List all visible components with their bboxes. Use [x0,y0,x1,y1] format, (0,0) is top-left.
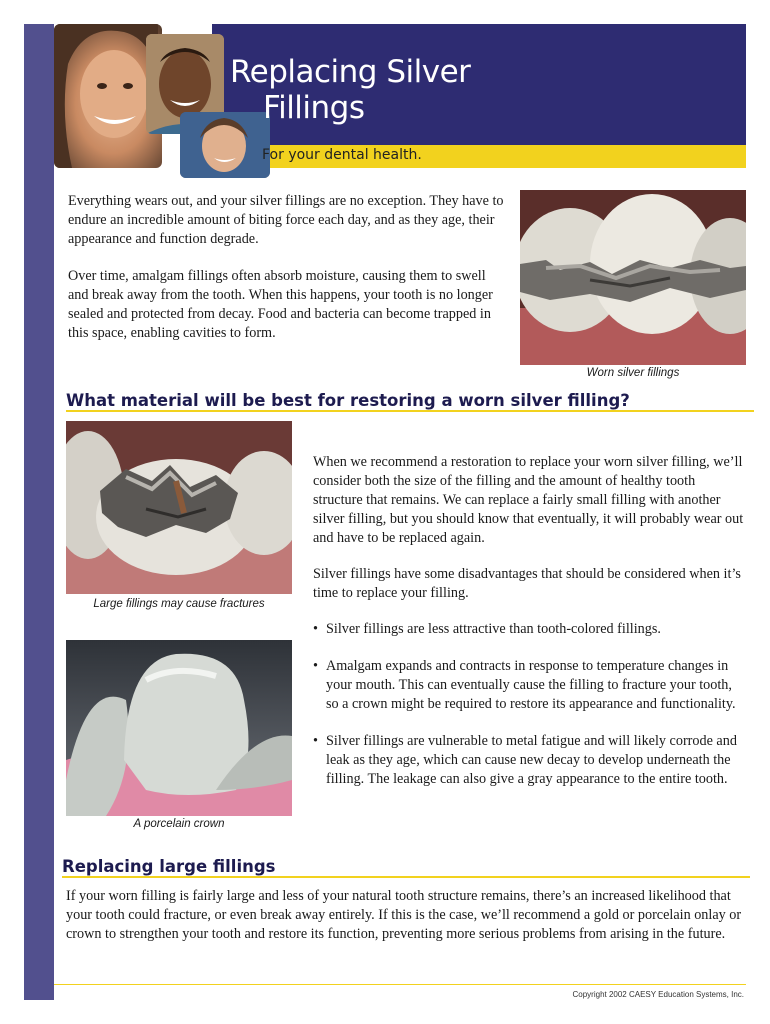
section-underline-2 [62,876,750,878]
copyright-notice: Copyright 2002 CAESY Education Systems, Inc. [572,990,744,999]
worn-fillings-caption: Worn silver fillings [586,367,680,379]
page-title [230,54,470,126]
section1-paragraph-2: Silver fillings have some disadvantages that should be considered when it’s time to replace your filling. [313,566,741,601]
list-item: • Silver fillings are vulnerable to metal fatigue and will likely corrode and leak as they age, which can cause new decay to develop underneath the filling. The leakage can also give a gray appearance to the entire tooth. [313,732,745,789]
list-item: • Silver fillings are less attractive than tooth-colored fillings. [313,620,745,639]
intro-paragraph-2: Over time, amalgam fillings often absorb moisture, causing them to swell and break away from the tooth. When this happens, your tooth is no longer sealed and protected from decay. Food and bacteria can become trapped in this space, enabling cavities to form. [68,268,493,341]
section2-paragraph: If your worn filling is fairly large and less of your natural tooth structure remains, there’s an increased likelihood that your tooth could fracture, or even break away entirely. If this is the case, we’ll recommend a gold or porcelain onlay or crown to strengthen your tooth and restore its function, preventing more serious problems from arising in the future. [66,888,742,942]
section1-paragraph-1: When we recommend a restoration to replace your worn silver filling, we’ll consider both the size of the filling and the amount of healthy tooth structure that remains. We can replace a fairly small filling with another silver filling, but you should know that eventually, it will probably wear out and have to be replaced again. [313,454,744,546]
porcelain-crown-image [66,640,292,816]
fracture-caption: Large fillings may cause fractures [93,598,265,610]
title-line-2: Fillings [263,90,365,126]
left-sidebar-band [24,24,54,1000]
section-heading-material: What material will be best for restoring a worn silver filling? [66,391,630,410]
footer-rule [54,984,746,985]
list-item: • Amalgam expands and contracts in response to temperature changes in your mouth. This can eventually cause the filling to fracture your tooth, so a crown might be required to restore its appearance and functionality. [313,657,745,714]
fractured-tooth-image [66,421,292,594]
tagline: For your dental health. [262,147,422,163]
worn-fillings-image [520,190,746,365]
section-heading-large-fillings: Replacing large fillings [62,857,276,876]
crown-caption: A porcelain crown [133,818,225,830]
disadvantages-list [313,620,745,807]
title-line-1: Replacing Silver [230,54,471,90]
intro-paragraph-1: Everything wears out, and your silver fillings are no exception. They have to endure an incredible amount of biting force each day, and as they age, their appearance and function degrade. [68,193,504,247]
section-underline-1 [66,410,754,412]
